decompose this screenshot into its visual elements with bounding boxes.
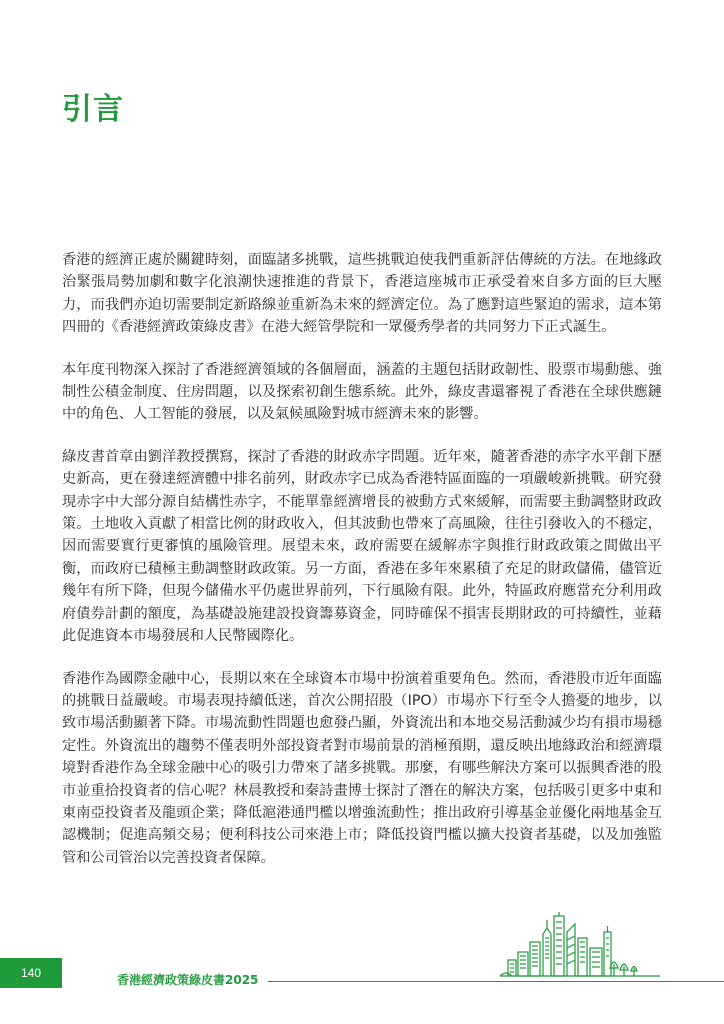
body-text — [62, 249, 662, 889]
footer-divider — [268, 981, 724, 982]
paragraph-4: 香港作為國際金融中心，長期以來在全球資本市場中扮演着重要角色。然而，香港股市近年面臨的挑戰日益嚴峻。市場表現持續低迷，首次公開招股（IPO）市場亦下行至令人擔憂的地步，以致市場活動顯著下降。市場流動性問題也愈發凸顯，外資流出和本地交易活動減少均有損市場穩定性。外資流出的趨勢不僅表明外部投資者對市場前景的消極預期，還反映出地緣政治和經濟環境對香港作為全球金融中心的吸引力帶來了諸多挑戰。那麼，有哪些解決方案可以振興香港的股市並重拾投資者的信心呢？林晨教授和秦詩畫博士探討了潛在的解決方案，包括吸引更多中東和東南亞投資者及龍頭企業；降低滬港通門檻以增強流動性；推出政府引導基金並優化兩地基金互認機制；促進高頻交易；便利科技公司來港上市；降低投資門檻以擴大投資者基礎，以及加強監管和公司管治以完善投資者保障。 — [62, 670, 662, 866]
paragraph-2: 本年度刊物深入探討了香港經濟領域的各個層面，涵蓋的主題包括財政韌性、股票市場動態、強制性公積金制度、住房問題，以及探索初創生態系統。此外，綠皮書還審視了香港在全球供應鏈中的角色、人工智能的發展，以及氣候風險對城市經濟未來的影響。 — [62, 361, 662, 423]
paragraph-3: 綠皮書首章由劉洋教授撰寫，探討了香港的財政赤字問題。近年來，隨著香港的赤字水平創下歷史新高，更在發達經濟體中排名前列，財政赤字已成為香港特區面臨的一項嚴峻新挑戰。研究發現赤字中大部分源自結構性赤字，不能單靠經濟增長的被動方式來緩解，而需要主動調整財政政策。土地收入貢獻了相當比例的財政收入，但其波動也帶來了高風險，往往引發收入的不穩定，因而需要實行更審慎的風險管理。展望未來，政府需要在緩解赤字與推行財政政策之間做出平衡，而政府已積極主動調整財政政策。另一方面，香港在多年來累積了充足的財政儲備，儘管近幾年有所下降，但現今儲備水平仍處世界前列，下行風險有限。此外，特區政府應當充分利用政府債券計劃的額度，為基礎設施建設投資籌募資金，同時確保不損害長期財政的可持續性，並藉此促進資本市場發展和人民幣國際化。 — [62, 448, 662, 645]
city-skyline-illustration — [500, 912, 660, 982]
page-number: 140 — [0, 958, 62, 988]
publication-title: 香港經濟政策綠皮書2025 — [117, 973, 259, 987]
page-title: 引言 — [62, 92, 124, 127]
paragraph-1: 香港的經濟正處於關鍵時刻，面臨諸多挑戰，這些挑戰迫使我們重新評估傳統的方法。在地緣政治緊張局勢加劇和數字化浪潮快速推進的背景下，香港這座城市正承受着來自多方面的巨大壓力，而我們亦迫切需要制定新路線並重新為未來的經濟定位。為了應對這些緊迫的需求，這本第四冊的《香港經濟政策綠皮書》在港大經管學院和一眾優秀學者的共同努力下正式誕生。 — [62, 252, 662, 336]
